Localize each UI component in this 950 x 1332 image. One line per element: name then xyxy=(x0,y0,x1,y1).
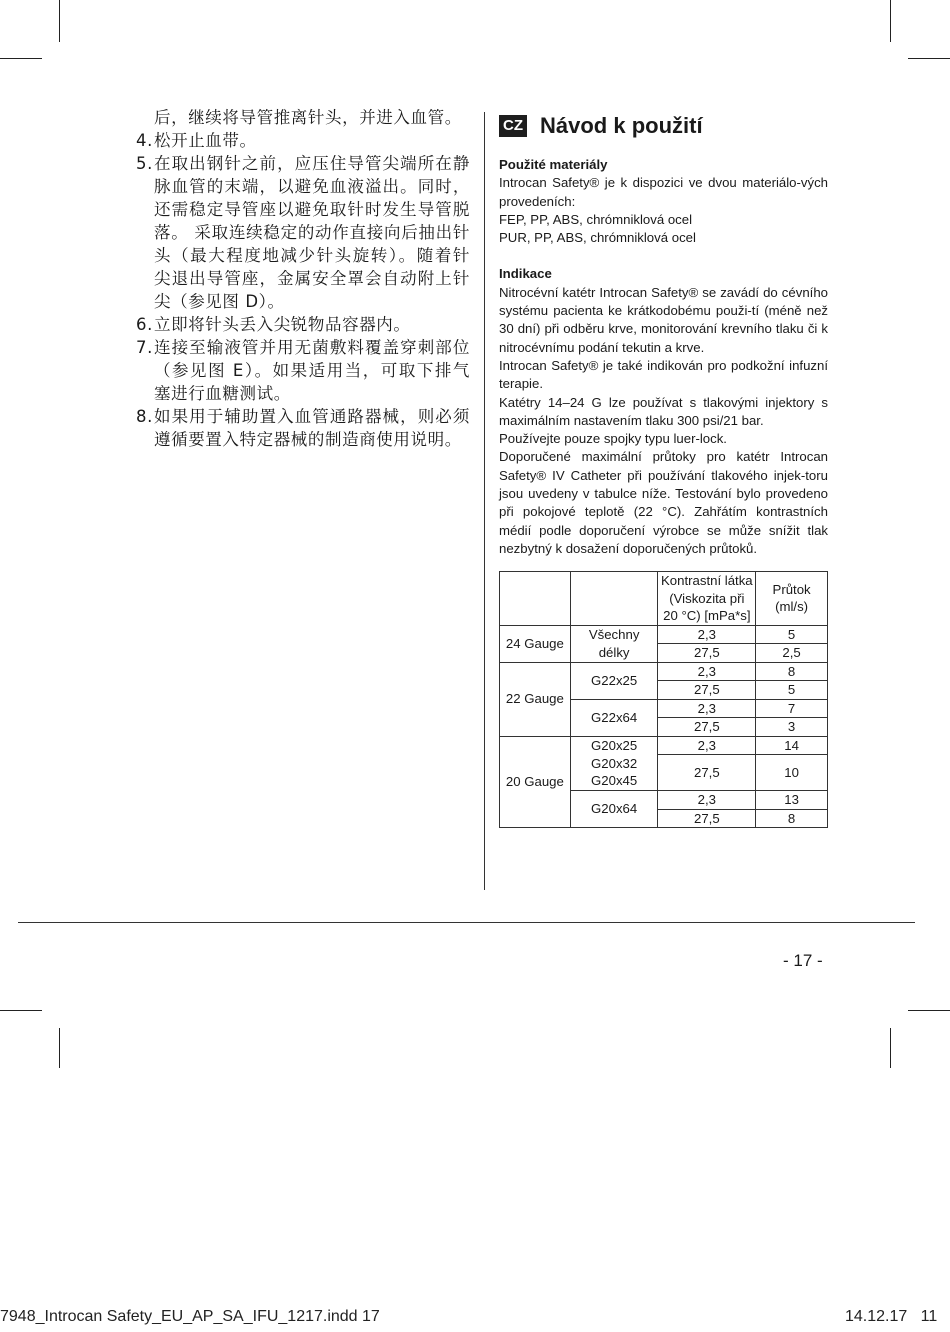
instruction-step xyxy=(136,313,470,336)
step-text: 立即将针头丢入尖锐物品容器内。 xyxy=(154,315,411,334)
table-row xyxy=(500,625,828,644)
length-cell: G22x64 xyxy=(570,699,658,736)
slug-date: 14.12.17 11 xyxy=(845,1308,938,1325)
step-text: 如果用于辅助置入血管通路器械，则必须遵循要置入特定器械的制造商使用说明。 xyxy=(154,407,470,449)
instruction-step xyxy=(136,152,470,313)
length-cell xyxy=(570,736,658,791)
crop-mark xyxy=(59,0,60,42)
instruction-list xyxy=(136,129,470,451)
flow-cell: 5 xyxy=(756,681,828,700)
gauge-cell: 24 Gauge xyxy=(500,625,571,662)
flow-cell: 13 xyxy=(756,791,828,810)
chinese-instructions xyxy=(136,106,470,451)
table-header-viscosity: Kontrastní látka (Viskozita při 20 °C) [mPa*s] xyxy=(658,572,756,626)
flow-rate-table xyxy=(499,571,828,828)
gauge-cell: 22 Gauge xyxy=(500,662,571,736)
table-row xyxy=(500,662,828,681)
flow-cell: 5 xyxy=(756,625,828,644)
flow-cell: 7 xyxy=(756,699,828,718)
table-header-empty xyxy=(570,572,658,626)
length-line: G20x25 xyxy=(591,738,638,754)
section-header xyxy=(499,112,828,140)
page-rule xyxy=(18,922,915,923)
table-header-empty xyxy=(500,572,571,626)
instruction-step xyxy=(136,129,470,152)
section-title: Návod k použití xyxy=(540,112,703,138)
material-item: PUR, PP, ABS, chrómniklová ocel xyxy=(499,230,696,246)
viscosity-cell: 2,3 xyxy=(658,736,756,755)
step-number: 8. xyxy=(136,407,153,426)
step-number: 5. xyxy=(136,154,153,173)
material-item: FEP, PP, ABS, chrómniklová ocel xyxy=(499,211,693,227)
spacer xyxy=(499,247,828,265)
table-header-flow: Průtok (ml/s) xyxy=(756,572,828,626)
step-number: 6. xyxy=(136,315,153,334)
length-line: G20x45 xyxy=(591,773,638,789)
crop-mark xyxy=(908,1010,950,1011)
viscosity-cell: 2,3 xyxy=(658,699,756,718)
table-row xyxy=(500,736,828,755)
length-cell: G22x25 xyxy=(570,662,658,699)
length-line: G20x32 xyxy=(591,755,638,771)
flow-cell: 2,5 xyxy=(756,644,828,663)
flow-cell: 3 xyxy=(756,718,828,737)
crop-mark xyxy=(59,1028,60,1068)
indication-paragraph: Doporučené maximální průtoky pro katétr Introcan Safety® IV Catheter při používání tlakového injek-toru jsou uvedeny v tabulce níže. Testování bylo provedeno při pokojové teplotě (22 °C). Zahřátím kontrastních médií podle doporučení výrobce se může snížit tlak nezbytný k dosažení doporučených průtoků. xyxy=(499,449,828,556)
czech-section xyxy=(499,112,828,828)
flow-cell: 14 xyxy=(756,736,828,755)
crop-mark xyxy=(890,1028,891,1068)
crop-mark xyxy=(908,58,950,59)
gauge-cell: 20 Gauge xyxy=(500,736,571,828)
indication-heading: Indikace xyxy=(499,266,552,282)
materials-text: Introcan Safety® je k dispozici ve dvou materiálo-vých provedeních: xyxy=(499,175,828,209)
instruction-step xyxy=(136,405,470,451)
step-text: 在取出钢针之前，应压住导管尖端所在静脉血管的末端，以避免血液溢出。同时，还需稳定导管座以避免取针时发生导管脱落。 采取连续稳定的动作直接向后抽出针头（最大程度地减少针头旋转）。随着针尖退出导管座，金属安全罩会自动附上针尖（参见图 D）。 xyxy=(154,154,470,311)
slug-filename: 7948_Introcan Safety_EU_AP_SA_IFU_1217.indd 17 xyxy=(0,1308,380,1325)
step-continuation: 后，继续将导管推离针头，并进入血管。 xyxy=(154,108,462,127)
viscosity-cell: 27,5 xyxy=(658,681,756,700)
crop-mark xyxy=(0,58,42,59)
viscosity-cell: 2,3 xyxy=(658,662,756,681)
crop-mark xyxy=(0,1010,42,1011)
indication-paragraph: Katétry 14–24 G lze používat s tlakovými injektory s maximálním nastavením tlaku 300 psi/21 bar. xyxy=(499,394,828,428)
materials-heading: Použité materiály xyxy=(499,157,608,172)
column-divider xyxy=(484,112,485,890)
indication-paragraph: Používejte pouze spojky typu luer-lock. xyxy=(499,431,727,447)
viscosity-cell: 27,5 xyxy=(658,809,756,828)
step-number: 7. xyxy=(136,338,153,357)
crop-mark xyxy=(890,0,891,42)
viscosity-cell: 27,5 xyxy=(658,644,756,663)
step-number: 4. xyxy=(136,131,153,150)
language-badge: CZ xyxy=(499,115,527,137)
viscosity-cell: 27,5 xyxy=(658,718,756,737)
indication-paragraph: Introcan Safety® je také indikován pro podkožní infuzní terapie. xyxy=(499,357,828,392)
step-text: 连接至输液管并用无菌敷料覆盖穿刺部位（参见图 E）。如果适用当，可取下排气塞进行血糖测试。 xyxy=(154,338,470,403)
table-header-row xyxy=(500,572,828,626)
length-cell: G20x64 xyxy=(570,791,658,828)
viscosity-cell: 2,3 xyxy=(658,791,756,810)
instruction-step xyxy=(136,336,470,405)
indication-paragraph: Nitrocévní katétr Introcan Safety® se zavádí do cévního systému pacienta ke krátkodobému použi-tí (méně než 30 dní) při odběru krve, monitorování krevního tlaku či k nitrocévnímu podání tekutin a krve. xyxy=(499,284,828,355)
flow-cell: 8 xyxy=(756,662,828,681)
length-cell: Všechny délky xyxy=(570,625,658,662)
flow-cell: 10 xyxy=(756,755,828,791)
step-text: 松开止血带。 xyxy=(154,131,257,150)
flow-cell: 8 xyxy=(756,809,828,828)
viscosity-cell: 2,3 xyxy=(658,625,756,644)
viscosity-cell: 27,5 xyxy=(658,755,756,791)
page-number: - 17 - xyxy=(783,951,823,970)
